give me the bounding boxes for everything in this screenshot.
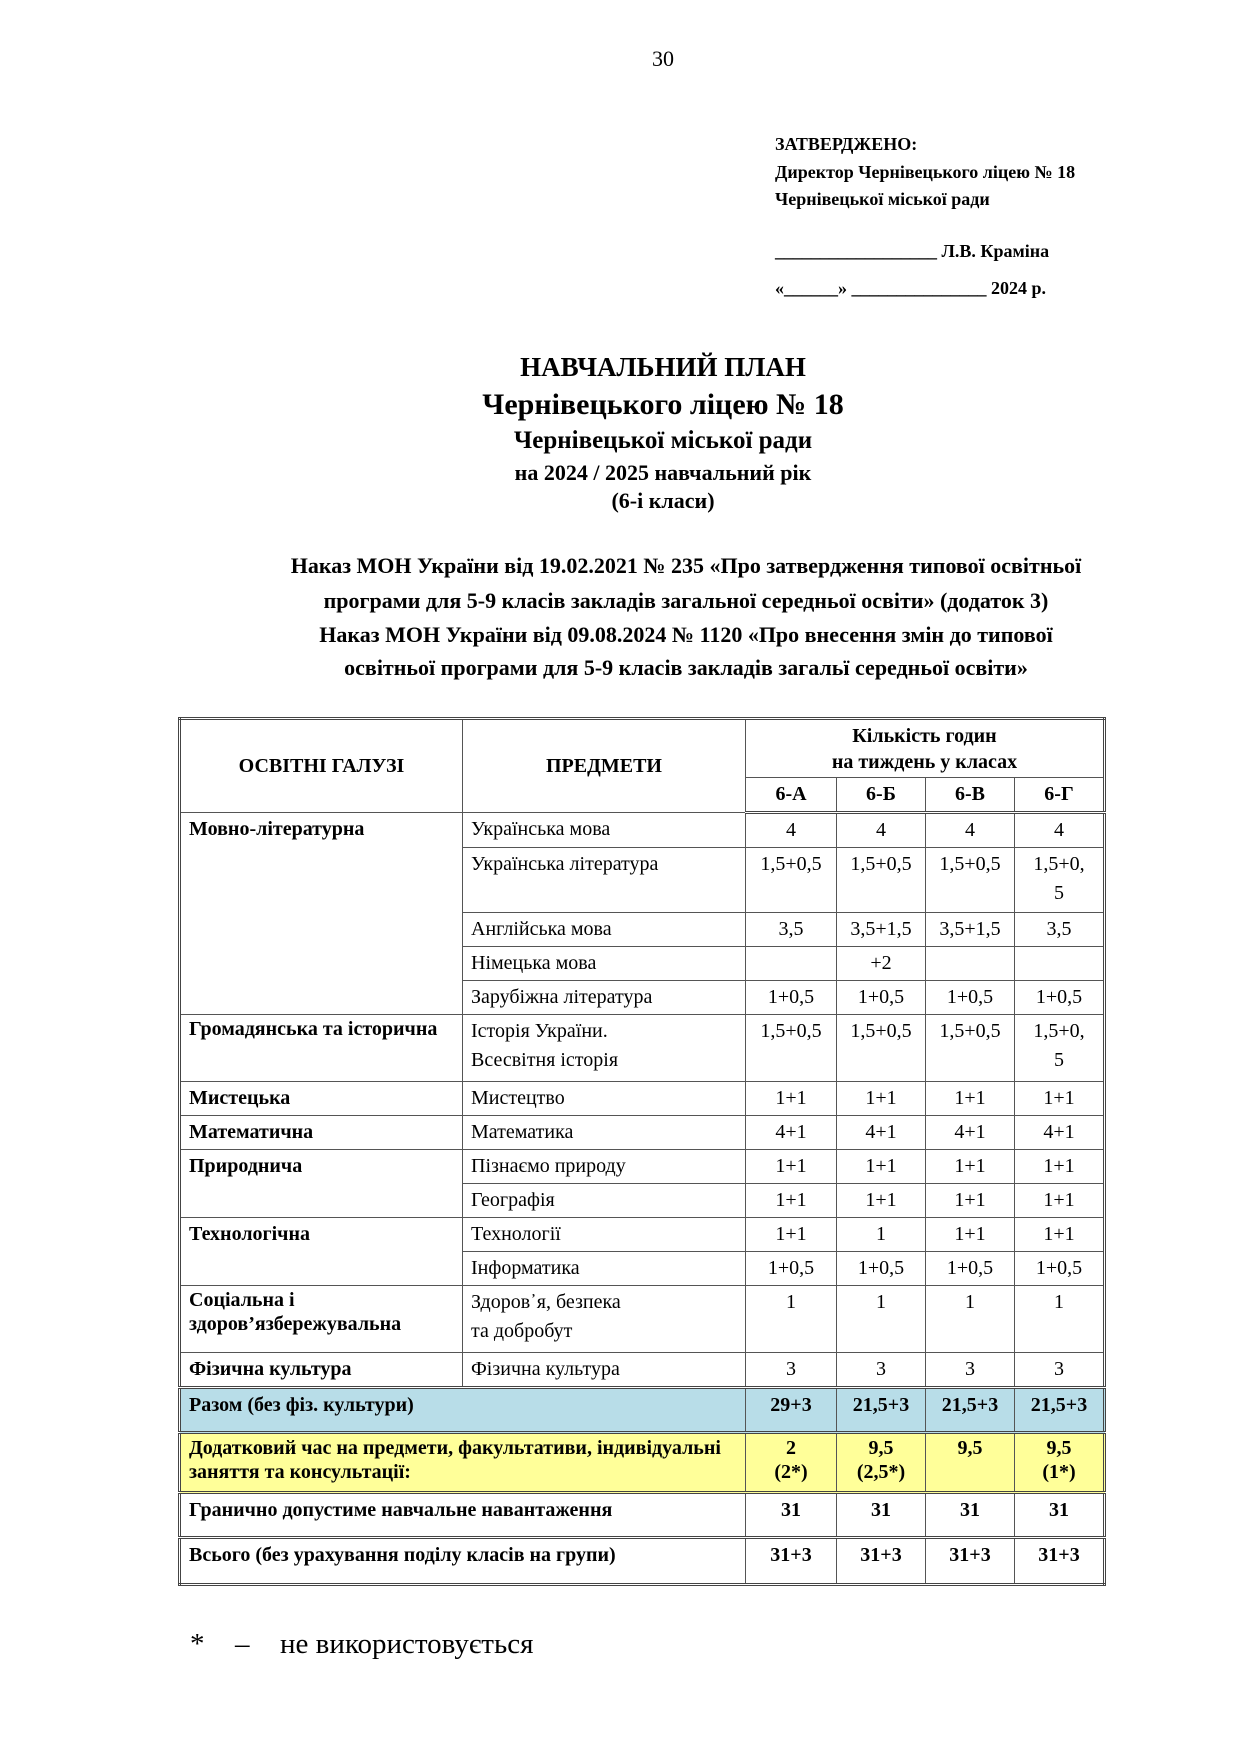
hours-cell: 1,5+0,5 [746, 848, 837, 913]
summary-value: 31 [746, 1493, 837, 1538]
summary-value: 31 [837, 1493, 926, 1538]
hours-cell: 3,5 [1015, 913, 1105, 947]
summary-row [180, 1493, 1105, 1538]
summary-value: 9,5 (1*) [1015, 1433, 1105, 1493]
table-row [180, 1353, 1105, 1388]
footnote-dash: – [235, 1628, 250, 1660]
hours-cell: 1+1 [837, 1184, 926, 1218]
table-row [180, 1082, 1105, 1116]
subject-cell: Інформатика [463, 1252, 746, 1286]
hours-cell: 4 [1015, 813, 1105, 848]
order-line: Наказ МОН України від 19.02.2021 № 235 «Про затвердження типової освітньої [290, 553, 1082, 578]
doc-title-council: Чернівецької міської ради [513, 427, 813, 454]
hours-cell: 1 [746, 1286, 837, 1353]
subject-cell: Мистецтво [463, 1082, 746, 1116]
header-subjects: ПРЕДМЕТИ [463, 719, 746, 813]
hours-cell: 1+1 [746, 1184, 837, 1218]
summary-value: 29+3 [746, 1388, 837, 1433]
hours-cell: 3 [746, 1353, 837, 1388]
page-number: 30 [652, 46, 674, 71]
summary-value: 9,5 (2,5*) [837, 1433, 926, 1493]
hours-cell: 1+1 [1015, 1150, 1105, 1184]
hours-cell: 1+1 [746, 1150, 837, 1184]
subject-cell: Англійська мова [463, 913, 746, 947]
hours-cell: 1+1 [926, 1150, 1015, 1184]
hours-cell: 1+1 [1015, 1184, 1105, 1218]
summary-value: 31 [1015, 1493, 1105, 1538]
approval-signature: __________________ Л.В. Краміна [775, 241, 1050, 261]
subject-cell: Українська мова [463, 813, 746, 848]
hours-cell: 1+1 [746, 1082, 837, 1116]
area-cell: Технологічна [180, 1218, 463, 1286]
summary-row [180, 1433, 1105, 1493]
hours-cell: 1,5+0,5 [1015, 1015, 1105, 1082]
hours-cell: 1,5+0,5 [746, 1015, 837, 1082]
footnote-mark: * [190, 1628, 205, 1660]
summary-value: 31+3 [746, 1538, 837, 1585]
header-class: 6-В [926, 778, 1015, 813]
hours-cell: 1,5+0,5 [926, 848, 1015, 913]
hours-cell [1015, 947, 1105, 981]
header-areas: ОСВІТНІ ГАЛУЗІ [180, 719, 463, 813]
hours-cell: 1+0,5 [926, 1252, 1015, 1286]
header-hours: Кількість годин на тиждень у класах [746, 719, 1105, 778]
summary-value: 21,5+3 [926, 1388, 1015, 1433]
summary-label: Разом (без фіз. культури) [180, 1388, 746, 1433]
table-row [180, 1150, 1105, 1184]
summary-value: 21,5+3 [1015, 1388, 1105, 1433]
footnote-text: не використовується [280, 1628, 534, 1660]
summary-value: 9,5 [926, 1433, 1015, 1493]
hours-cell: 4 [746, 813, 837, 848]
hours-cell: 4+1 [746, 1116, 837, 1150]
area-cell: Мистецька [180, 1082, 463, 1116]
doc-title-grade: (6-і класи) [611, 488, 715, 513]
subject-cell: Технології [463, 1218, 746, 1252]
order-line: програми для 5-9 класів закладів загальної середньої освіти» (додаток 3) [323, 588, 1049, 613]
hours-cell: 1+1 [926, 1082, 1015, 1116]
hours-cell: 3,5+1,5 [926, 913, 1015, 947]
summary-value: 2 (2*) [746, 1433, 837, 1493]
subject-cell: Пізнаємо природу [463, 1150, 746, 1184]
hours-cell: 1 [837, 1286, 926, 1353]
hours-cell: 1+0,5 [1015, 1252, 1105, 1286]
hours-cell: 1+0,5 [926, 981, 1015, 1015]
approval-council: Чернівецької міської ради [775, 189, 990, 209]
hours-cell: 1+0,5 [1015, 981, 1105, 1015]
summary-value: 31 [926, 1493, 1015, 1538]
table-row [180, 1218, 1105, 1252]
summary-value: 31+3 [1015, 1538, 1105, 1585]
hours-cell: 1+1 [837, 1150, 926, 1184]
hours-cell: 1+1 [1015, 1218, 1105, 1252]
header-class: 6-А [746, 778, 837, 813]
hours-cell: 3 [837, 1353, 926, 1388]
hours-cell: 1+0,5 [837, 981, 926, 1015]
area-cell: Математична [180, 1116, 463, 1150]
hours-cell [746, 947, 837, 981]
approval-date: «______» _______________ 2024 р. [775, 278, 1047, 298]
hours-cell: 1,5+0,5 [926, 1015, 1015, 1082]
hours-cell: 1,5+0,5 [837, 848, 926, 913]
approval-heading: ЗАТВЕРДЖЕНО: [775, 134, 918, 154]
hours-cell: 1+1 [746, 1218, 837, 1252]
summary-label: Гранично допустиме навчальне навантаження [180, 1493, 746, 1538]
subject-cell: Здоров᾿я, безпека та добробут [463, 1286, 746, 1353]
hours-cell: 1,5+0,5 [837, 1015, 926, 1082]
hours-cell: 1+1 [926, 1184, 1015, 1218]
area-cell: Мовно-літературна [180, 813, 463, 1015]
doc-title-year: на 2024 / 2025 навчальний рік [514, 460, 812, 485]
subject-cell: Історія України. Всесвітня історія [463, 1015, 746, 1082]
hours-cell: 3,5+1,5 [837, 913, 926, 947]
summary-value: 31+3 [837, 1538, 926, 1585]
area-cell: Соціальна і здоров’язбережувальна [180, 1286, 463, 1353]
hours-cell: 1 [926, 1286, 1015, 1353]
table-row [180, 1015, 1105, 1082]
hours-cell: 3 [1015, 1353, 1105, 1388]
subject-cell: Фізична культура [463, 1353, 746, 1388]
hours-cell: 1,5+0,5 [1015, 848, 1105, 913]
area-cell: Природнича [180, 1150, 463, 1218]
hours-cell: 4 [837, 813, 926, 848]
order-line: Наказ МОН України від 09.08.2024 № 1120 «Про внесення змін до типової [319, 622, 1053, 647]
subject-cell: Математика [463, 1116, 746, 1150]
summary-row [180, 1538, 1105, 1585]
subject-cell: Українська література [463, 848, 746, 913]
hours-cell: 1+0,5 [746, 1252, 837, 1286]
hours-cell: 1+1 [1015, 1082, 1105, 1116]
curriculum-table [178, 717, 1106, 1586]
hours-cell: 1+0,5 [837, 1252, 926, 1286]
hours-cell: 4+1 [1015, 1116, 1105, 1150]
hours-cell: 4+1 [837, 1116, 926, 1150]
header-class: 6-Г [1015, 778, 1105, 813]
hours-cell [926, 947, 1015, 981]
hours-cell: 4 [926, 813, 1015, 848]
table-row [180, 1116, 1105, 1150]
hours-cell: 1 [837, 1218, 926, 1252]
hours-cell: 1+1 [837, 1082, 926, 1116]
summary-value: 31+3 [926, 1538, 1015, 1585]
area-cell: Громадянська та історична [180, 1015, 463, 1082]
table-body [180, 813, 1105, 1585]
header-class: 6-Б [837, 778, 926, 813]
hours-cell: 4+1 [926, 1116, 1015, 1150]
summary-row [180, 1388, 1105, 1433]
approval-director: Директор Чернівецького ліцею № 18 [775, 162, 1076, 182]
subject-cell: Зарубіжна література [463, 981, 746, 1015]
subject-cell: Німецька мова [463, 947, 746, 981]
summary-label: Додатковий час на предмети, факультативи, індивідуальні заняття та консультації: [180, 1433, 746, 1493]
hours-cell: +2 [837, 947, 926, 981]
hours-cell: 1+0,5 [746, 981, 837, 1015]
order-line: освітньої програми для 5-9 класів закладів загальї середньої освіти» [344, 655, 1028, 680]
summary-value: 21,5+3 [837, 1388, 926, 1433]
doc-title: НАВЧАЛЬНИЙ ПЛАН [520, 352, 806, 382]
doc-title-school: Чернівецького ліцею № 18 [482, 388, 844, 421]
hours-cell: 3 [926, 1353, 1015, 1388]
hours-cell: 1+1 [926, 1218, 1015, 1252]
summary-label: Всього (без урахування поділу класів на групи) [180, 1538, 746, 1585]
hours-cell: 3,5 [746, 913, 837, 947]
hours-cell: 1 [1015, 1286, 1105, 1353]
area-cell: Фізична культура [180, 1353, 463, 1388]
table-row [180, 1286, 1105, 1353]
table-row [180, 813, 1105, 848]
subject-cell: Географія [463, 1184, 746, 1218]
